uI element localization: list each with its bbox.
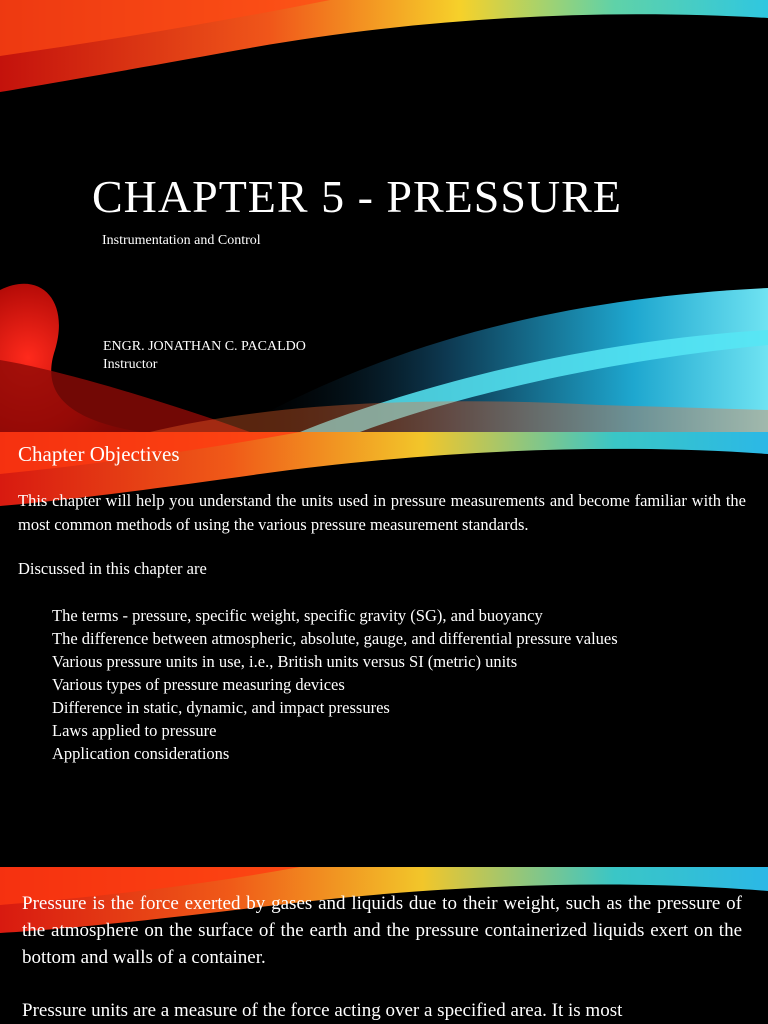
slide-subtitle: Instrumentation and Control [102,233,261,248]
pressure-units-paragraph: Pressure units are a measure of the force acting over a specified area. It is most [22,1000,623,1021]
objectives-list [52,604,618,765]
author-block [103,338,306,374]
pressure-definition-paragraph: Pressure is the force exerted by gases and liquids due to their weight, such as the pressure of the atmosphere on the surface of the earth and the pressure containerized liquids exert on the bottom and walls of a container. [22,893,742,968]
objectives-intro: This chapter will help you understand the units used in pressure measurements and become familiar with the most common methods of using the various pressure measurement standards. [18,491,746,534]
list-item: Difference in static, dynamic, and impact pressures [52,698,390,717]
slide-title: CHAPTER 5 - PRESSURE [92,171,622,222]
list-item: Application considerations [52,744,230,763]
list-item: Various types of pressure measuring devices [52,675,345,694]
list-item: The terms - pressure, specific weight, specific gravity (SG), and buoyancy [52,606,543,625]
list-item: The difference between atmospheric, absolute, gauge, and differential pressure values [52,629,618,648]
objectives-heading: Chapter Objectives [18,442,180,466]
list-item: Various pressure units in use, i.e., British units versus SI (metric) units [52,652,518,671]
author-role: Instructor [103,357,158,372]
author-name: ENGR. JONATHAN C. PACALDO [103,339,306,354]
list-item: Laws applied to pressure [52,721,217,740]
objectives-lead: Discussed in this chapter are [18,559,207,578]
title-slide [0,0,768,432]
